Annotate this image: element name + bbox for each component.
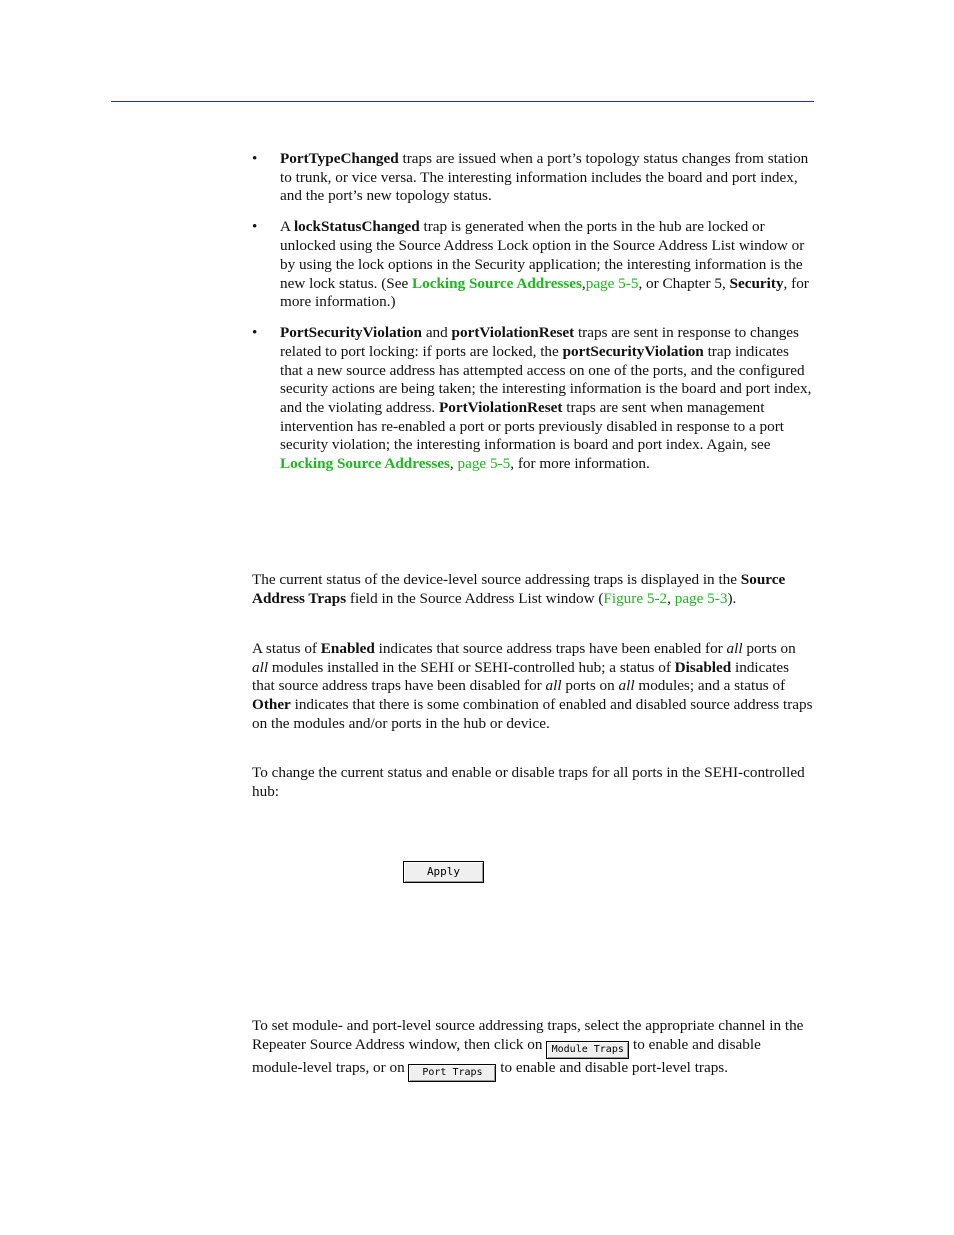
paragraph-current-status: The current status of the device-level source addressing traps is displayed in the Source Address Traps field in the Source Address List window (Figure 5-2, page 5-3). bbox=[252, 571, 786, 607]
link-figure-5-2[interactable]: Figure 5-2 bbox=[603, 589, 668, 607]
term-lock-status-changed: lockStatusChanged bbox=[293, 218, 420, 236]
link-locking-source-addresses[interactable]: Locking Source Addresses bbox=[412, 274, 582, 292]
paragraph-status-values: A status of Enabled indicates that source address traps have been enabled for all ports on all modules installed in the SEHI or SEHI-controlled hub; a status of Disabled indicates that source address traps have been disabled for all ports on all modules; and a status of Other indicates that there is some combination of enabled and disabled source address traps on the modules and/or ports in the hub or device. bbox=[252, 640, 813, 732]
term-source-address-traps: Source Address Traps bbox=[252, 571, 786, 607]
header-rule bbox=[111, 101, 814, 102]
bullet-port-type-changed: • PortTypeChanged traps are issued when a port’s topology status changes from station to trunk, or vice versa. The interesting information includes the board and port index, and the port’s new topology status. bbox=[252, 150, 809, 205]
bullet-icon: • bbox=[252, 150, 258, 167]
trap-bullet-list bbox=[252, 150, 814, 474]
term-port-violation-reset: portViolationReset bbox=[451, 324, 575, 342]
link-page-5-5[interactable]: page 5-5 bbox=[457, 455, 511, 473]
term-security: Security bbox=[729, 274, 784, 292]
term-enabled: Enabled bbox=[320, 640, 375, 657]
paragraph-module-port-traps: To set module- and port-level source addressing traps, select the appropriate channel in the Repeater Source Address window, then click on Module Traps to enable and disable module-level traps, or on Port Traps to enable and disable port-level traps. bbox=[252, 1017, 814, 1082]
bullet-lock-status-changed: • A lockStatusChanged trap is generated when the ports in the hub are locked or unlocked using the Source Address Lock option in the Source Address List window or by using the lock options in the Security application; the interesting information is the new lock status. (See Locking Source Addresses,page 5-5, or Chapter 5, Security, for more information.) bbox=[252, 218, 809, 311]
bullet-icon: • bbox=[252, 324, 258, 342]
paragraph-change-status: To change the current status and enable or disable traps for all ports in the SEHI-controlled hub: bbox=[252, 764, 805, 800]
link-page-5-3[interactable]: page 5-3 bbox=[674, 589, 728, 607]
bullet-port-security-violation: • PortSecurityViolation and portViolationReset traps are sent in response to changes related to port locking: if ports are locked, the portSecurityViolation trap indicates that a new source address has attempted access on one of the ports, and the configured security actions are being taken; the interesting information is the board and port index, and the violating address. PortViolationReset traps are sent when management intervention has re-enabled a port or ports previously disabled in response to a port security violation; the interesting information is board and port index. Again, see Locking Source Addresses, page 5-5, for more information. bbox=[252, 324, 812, 473]
term-disabled: Disabled bbox=[674, 658, 732, 676]
term-port-security-violation: PortSecurityViolation bbox=[280, 324, 423, 342]
bullet-icon: • bbox=[252, 218, 258, 236]
module-traps-button[interactable]: Module Traps bbox=[546, 1041, 629, 1059]
link-page-5-5[interactable]: page 5-5 bbox=[585, 274, 639, 292]
term-port-type-changed: PortTypeChanged bbox=[280, 150, 399, 167]
apply-button[interactable]: Apply bbox=[403, 861, 484, 883]
link-locking-source-addresses[interactable]: Locking Source Addresses bbox=[280, 455, 450, 473]
term-other: Other bbox=[252, 696, 291, 714]
port-traps-button[interactable]: Port Traps bbox=[408, 1064, 496, 1082]
